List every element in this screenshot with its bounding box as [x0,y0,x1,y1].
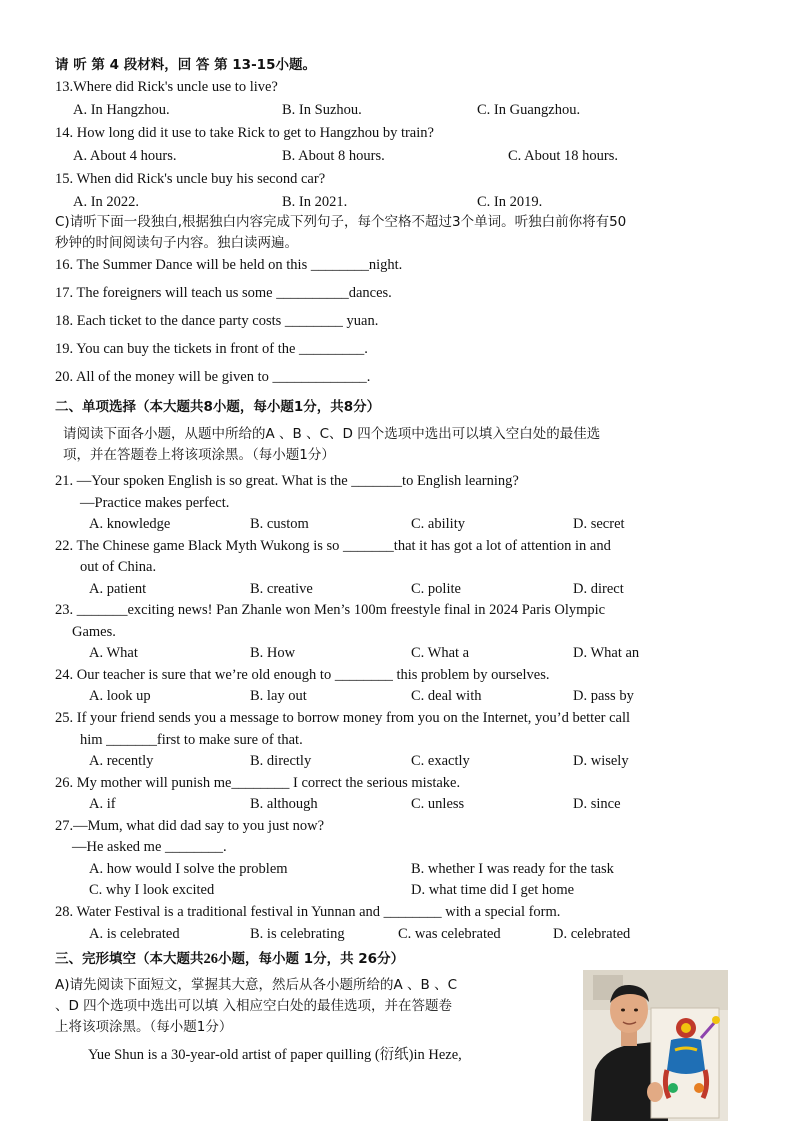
artist-photo [583,970,728,1121]
q26-option-a: A. if [89,796,116,812]
q22-option-c: C. polite [411,581,461,597]
q27-option-d: D. what time did I get home [411,882,575,898]
q24-option-b: B. lay out [250,688,307,704]
q24-stem: 24. Our teacher is sure that we’re old enough to ________ this problem by ourselves. [55,667,550,683]
cloze-passage-line1: Yue Shun is a 30-year-old artist of paper quilling (衍纸)in Heze, [88,1047,462,1063]
q27-reply: —He asked me ________. [72,839,227,855]
q25-stem-cont: him _______first to make sure of that. [80,732,303,748]
q22-option-b: B. creative [250,581,313,597]
section-c-instruction-line1: C)请听下面一段独白,根据独白内容完成下列句子，每个空格不超过3个单词。听独白前你将有50 [55,214,627,230]
q15-option-a: A. In 2022. [73,194,140,210]
q22-option-d: D. direct [573,581,624,597]
q22-stem-cont: out of China. [80,559,157,575]
fill-item-17: 17. The foreigners will teach us some __________dances. [55,285,392,301]
q28-stem: 28. Water Festival is a traditional festival in Yunnan and ________ with a special form. [55,904,561,920]
q25-option-b: B. directly [250,753,312,769]
q14-stem: 14. How long did it use to take Rick to get to Hangzhou by train? [55,125,434,141]
q23-stem: 23. _______exciting news! Pan Zhanle won Men’s 100m freestyle final in 2024 Paris Olympic [55,602,606,618]
q26-stem: 26. My mother will punish me________ I correct the serious mistake. [55,775,461,791]
q24-option-d: D. pass by [573,688,634,704]
q23-option-c: C. What a [411,645,470,661]
q15-option-b: B. In 2021. [282,194,348,210]
q14-option-c: C. About 18 hours. [508,148,618,164]
section-3-title-count: 26 [203,951,218,967]
section-2-instruction-line1: 请阅读下面各小题，从题中所给的A 、B 、C、D 四个选项中选出可以填入空白处的最佳选 [63,426,601,442]
q21-option-d: D. secret [573,516,625,532]
q27-option-a: A. how would I solve the problem [89,861,288,877]
q22-option-a: A. patient [89,581,147,597]
section-3-instruction-line1: A)请先阅读下面短文，掌握其大意，然后从各小题所给的A 、B 、C [55,977,458,993]
q26-option-c: C. unless [411,796,465,812]
q14-option-a: A. About 4 hours. [73,148,177,164]
q28-option-c: C. was celebrated [398,926,501,942]
q21-option-a: A. knowledge [89,516,171,532]
q26-option-d: D. since [573,796,621,812]
q21-option-c: C. ability [411,516,465,532]
section-3-title-post: 小题，每小题 1分，共 26分） [218,951,405,967]
q27-stem: 27.—Mum, what did dad say to you just now? [55,818,325,834]
q14-option-b: B. About 8 hours. [282,148,385,164]
q23-option-d: D. What an [573,645,640,661]
q25-option-a: A. recently [89,753,154,769]
artist-photo-illustration [583,970,728,1121]
q15-option-c: C. In 2019. [477,194,543,210]
q23-option-b: B. How [250,645,296,661]
q13-stem: 13.Where did Rick's uncle use to live? [55,79,278,95]
q28-option-b: B. is celebrating [250,926,345,942]
q22-stem: 22. The Chinese game Black Myth Wukong is so _______that it has got a lot of attention in and [55,538,611,554]
fill-item-18: 18. Each ticket to the dance party costs ________ yuan. [55,313,379,329]
q27-option-c: C. why I look excited [89,882,215,898]
section-3-title-pre: 三、完形填空（本大题共 [55,951,204,967]
q25-option-c: C. exactly [411,753,470,769]
q28-option-d: D. celebrated [553,926,631,942]
section-c-instruction-line2: 秒钟的时间阅读句子内容。独白读两遍。 [55,235,298,251]
q13-option-a: A. In Hangzhou. [73,102,170,118]
q21-reply: —Practice makes perfect. [80,495,230,511]
section-2-instruction-line2: 项，并在答题卷上将该项涂黑。（每小题1分） [63,447,335,463]
q13-option-b: B. In Suzhou. [282,102,362,118]
q15-stem: 15. When did Rick's uncle buy his second car? [55,171,326,187]
fill-item-19: 19. You can buy the tickets in front of the _________. [55,341,368,357]
section-listening-4-title: 请 听 第 4 段材料，回 答 第 13-15小题。 [55,57,316,73]
q23-option-a: A. What [89,645,138,661]
q27-option-b: B. whether I was ready for the task [411,861,614,877]
fill-item-20: 20. All of the money will be given to _____________. [55,369,371,385]
q13-option-c: C. In Guangzhou. [477,102,581,118]
section-3-instruction-line3: 上将该项涂黑。（每小题1分） [55,1019,233,1035]
q25-option-d: D. wisely [573,753,629,769]
q28-option-a: A. is celebrated [89,926,180,942]
section-3-title [55,949,754,969]
q21-stem: 21. —Your spoken English is so great. What is the _______to English learning? [55,473,519,489]
fill-item-16: 16. The Summer Dance will be held on this ________night. [55,257,403,273]
section-2-title: 二、单项选择（本大题共8小题，每小题1分，共8分） [55,399,381,415]
q25-stem: 25. If your friend sends you a message to borrow money from you on the Internet, you’d better call [55,710,631,726]
q24-option-a: A. look up [89,688,151,704]
section-3-instruction-line2: 、D 四个选项中选出可以填 入相应空白处的最佳选项，并在答题卷 [55,998,452,1014]
q24-option-c: C. deal with [411,688,482,704]
q23-stem-cont: Games. [72,624,116,640]
q26-option-b: B. although [250,796,318,812]
q21-option-b: B. custom [250,516,309,532]
